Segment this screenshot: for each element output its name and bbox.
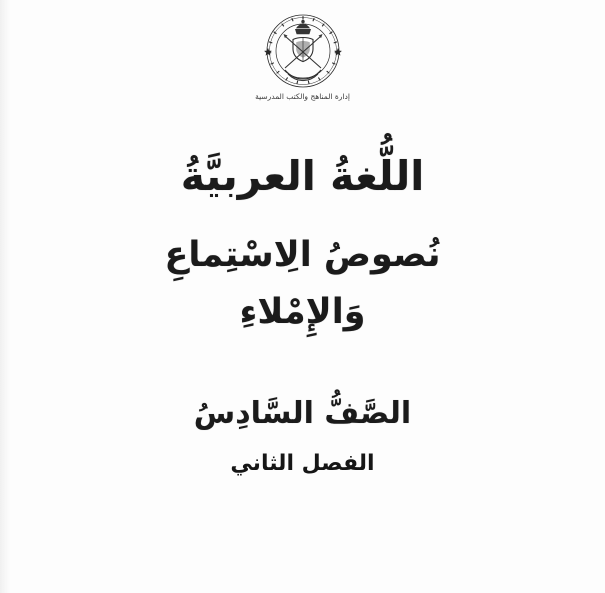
subtitle-line-2: وَالإِمْلاءِ <box>239 291 366 332</box>
grade-level: الصَّفُّ السَّادِسُ <box>193 395 412 431</box>
ministry-department-line: إدارة المناهج والكتب المدرسية <box>255 92 350 101</box>
subtitle-line-1: نُصوصُ الِاسْتِماعِ <box>164 235 441 276</box>
page-edge-shading <box>0 0 10 593</box>
jordan-coat-of-arms-emblem <box>255 12 351 90</box>
page-title: اللُّغةُ العربيَّةُ <box>180 152 425 200</box>
term-label: الفصل الثاني <box>230 450 375 476</box>
emblem-block <box>255 12 351 101</box>
page-subtitle <box>164 230 440 338</box>
